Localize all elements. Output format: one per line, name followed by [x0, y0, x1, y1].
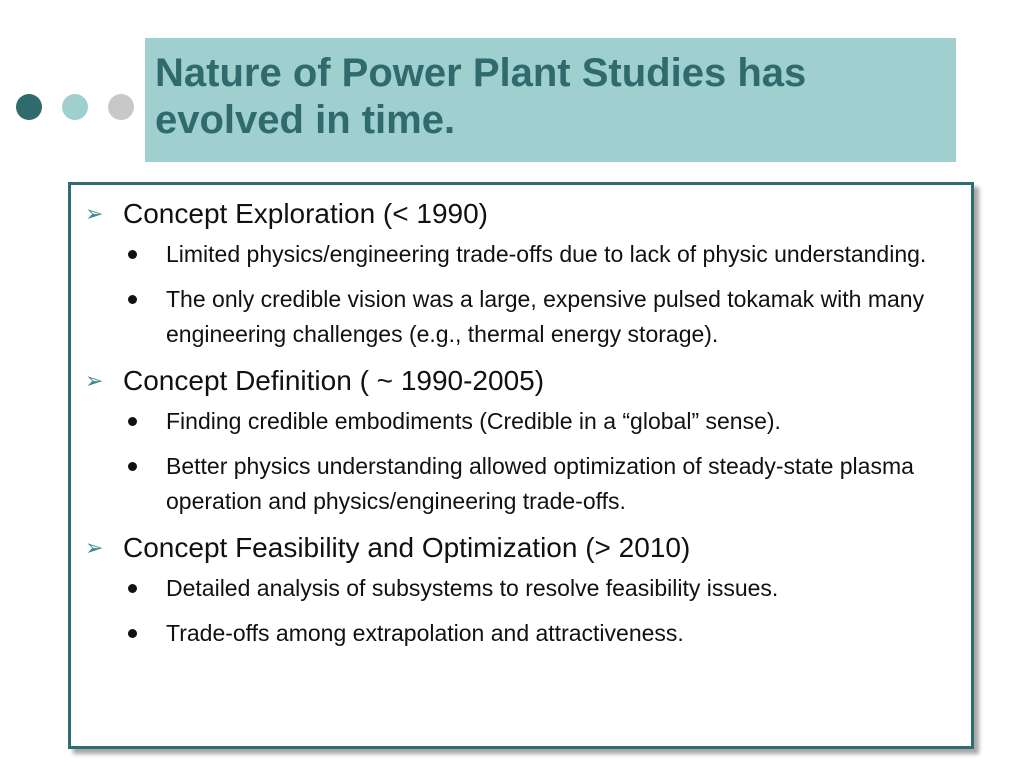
list-item-text: Better physics understanding allowed optimization of steady-state plasma operation and physics/engineering trade-offs. [166, 453, 914, 514]
section-heading [83, 531, 951, 565]
list-item [83, 449, 951, 519]
list-item [83, 571, 951, 606]
arrow-bullet-icon: ➢ [85, 368, 104, 393]
list-item-text: Limited physics/engineering trade-offs due to lack of physic understanding. [166, 241, 927, 267]
heading-text: Concept Definition ( ~ 1990-2005) [123, 365, 545, 396]
section-concept-feasibility [83, 531, 951, 651]
arrow-bullet-icon: ➢ [85, 535, 104, 560]
dot-light [62, 94, 88, 120]
title-box [145, 38, 956, 162]
list-item-text: Finding credible embodiments (Credible in a “global” sense). [166, 408, 781, 434]
section-heading [83, 364, 951, 398]
heading-text: Concept Exploration (< 1990) [123, 198, 488, 229]
section-concept-exploration [83, 197, 951, 352]
dot-dark [16, 94, 42, 120]
heading-text: Concept Feasibility and Optimization (> 2010) [123, 532, 691, 563]
list-item-text: The only credible vision was a large, expensive pulsed tokamak with many engineering challenges (e.g., thermal energy storage). [166, 286, 925, 347]
section-concept-definition [83, 364, 951, 519]
section-heading [83, 197, 951, 231]
dot-gray [108, 94, 134, 120]
list-item [83, 282, 951, 352]
list-item [83, 237, 951, 272]
list-item-text: Detailed analysis of subsystems to resolve feasibility issues. [166, 575, 779, 601]
content-box [68, 182, 974, 749]
arrow-bullet-icon: ➢ [85, 201, 104, 226]
slide-title: Nature of Power Plant Studies has evolved in time. [155, 51, 807, 142]
decorative-dots [16, 94, 134, 120]
list-item-text: Trade-offs among extrapolation and attractiveness. [166, 620, 684, 646]
list-item [83, 616, 951, 651]
list-item [83, 404, 951, 439]
